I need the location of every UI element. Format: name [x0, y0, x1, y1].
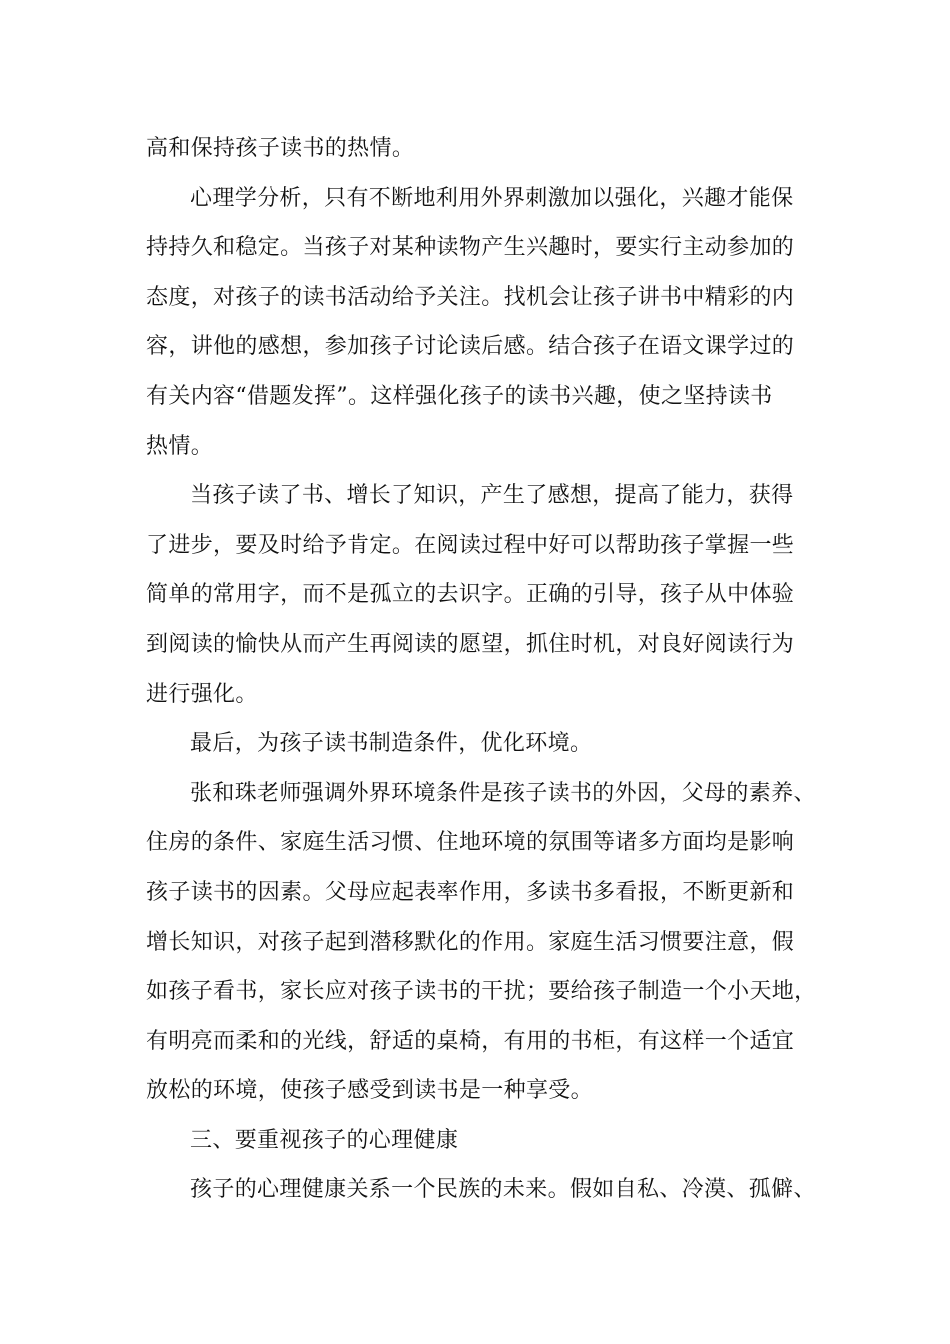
- text-line: 孩子读书的因素。父母应起表率作用，多读书多看报，不断更新和: [146, 879, 795, 905]
- text-line: 高和保持孩子读书的热情。: [146, 136, 415, 161]
- text-line: 张和珠老师强调外界环境条件是孩子读书的外因，父母的素养、: [190, 780, 816, 806]
- text-line: 放松的环境，使孩子感受到读书是一种享受。: [146, 1078, 594, 1104]
- text-line: 增长知识，对孩子起到潜移默化的作用。家庭生活习惯要注意，假: [146, 929, 795, 955]
- text-line: 了进步，要及时给予肯定。在阅读过程中好可以帮助孩子掌握一些: [146, 532, 795, 558]
- text-line: 心理学分析，只有不断地利用外界刺激加以强化，兴趣才能保: [190, 185, 794, 211]
- text-line: 简单的常用字，而不是孤立的去识字。正确的引导，孩子从中体验: [146, 582, 795, 608]
- text-line: 容，讲他的感想，参加孩子讨论读后感。结合孩子在语文课学过的: [146, 334, 795, 360]
- text-line: 热情。: [146, 433, 214, 459]
- text-line: 态度，对孩子的读书活动给予关注。找机会让孩子讲书中精彩的内: [146, 284, 795, 310]
- text-line: 住房的条件、家庭生活习惯、住地环境的氛围等诸多方面均是影响: [146, 830, 795, 856]
- text-line: 三、要重视孩子的心理健康: [190, 1127, 459, 1153]
- text-line: 进行强化。: [146, 681, 258, 707]
- text-line: 到阅读的愉快从而产生再阅读的愿望，抓住时机，对良好阅读行为: [146, 631, 795, 657]
- text-line: 最后，为孩子读书制造条件，优化环境。: [190, 731, 593, 757]
- text-line: 有关内容“借题发挥”。这样强化孩子的读书兴趣，使之坚持读书: [146, 383, 773, 409]
- text-line: 如孩子看书，家长应对孩子读书的干扰；要给孩子制造一个小天地，: [146, 979, 817, 1005]
- text-line: 持持久和稳定。当孩子对某种读物产生兴趣时，要实行主动参加的: [146, 235, 795, 261]
- text-line: 有明亮而柔和的光线，舒适的桌椅，有用的书柜，有这样一个适宜: [146, 1028, 795, 1054]
- text-line: 当孩子读了书、增长了知识，产生了感想，提高了能力，获得: [190, 483, 794, 509]
- text-line: 孩子的心理健康关系一个民族的未来。假如自私、冷漠、孤僻、: [190, 1177, 816, 1203]
- body-text: [146, 124, 830, 1215]
